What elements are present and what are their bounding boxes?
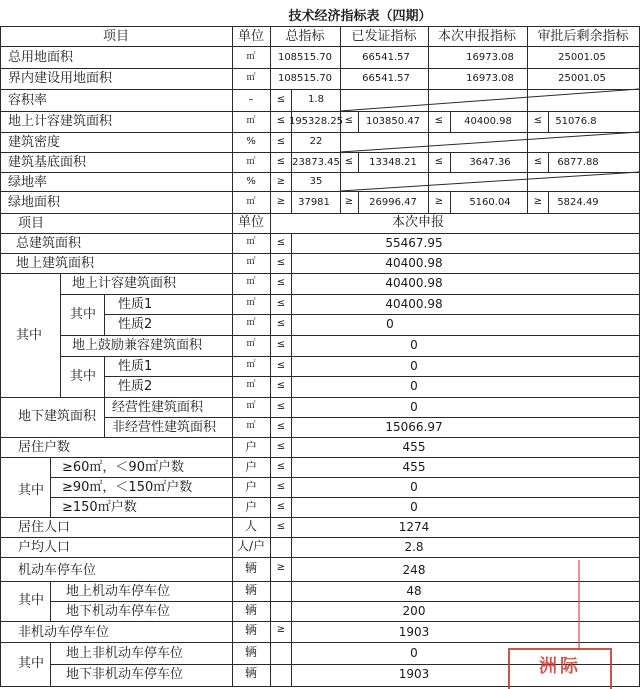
row-op: ≤ xyxy=(276,401,286,412)
row-op: ≤ xyxy=(276,156,286,167)
row-label: 地上计容建筑面积 xyxy=(8,114,113,129)
row-value: 55467.95 xyxy=(385,236,443,250)
group-label-qizhong: 其中 xyxy=(70,369,97,384)
row-value: 455 xyxy=(402,440,426,454)
row-unit: 辆 xyxy=(244,603,258,617)
row-unit: ㎡ xyxy=(246,360,256,370)
row-unit: ㎡ xyxy=(246,73,256,83)
row-value: 40400.98 xyxy=(385,297,443,311)
row-value: 40400.98 xyxy=(385,256,443,270)
group-label-underground: 地下建筑面积 xyxy=(18,409,97,424)
row-op: ≤ xyxy=(276,298,286,309)
row-unit: 人 xyxy=(244,519,258,533)
group-label-qizhong: 其中 xyxy=(70,307,97,322)
row-issued: 13348.21 xyxy=(369,157,417,168)
row-unit: ㎡ xyxy=(246,257,256,267)
row-issued-op: ≤ xyxy=(344,156,354,167)
row-label: 地上机动车停车位 xyxy=(66,584,171,599)
row-current: 16973.08 xyxy=(466,52,514,63)
row-unit: ㎡ xyxy=(246,380,256,390)
row-issued-op: ≥ xyxy=(344,196,354,207)
sheet-title: 技术经济指标表（四期） xyxy=(288,9,432,24)
row-label: 经营性建筑面积 xyxy=(112,400,204,415)
row-value: 248 xyxy=(402,563,426,577)
row-unit: 户 xyxy=(244,460,258,474)
row-label: 地下非机动车停车位 xyxy=(66,667,184,682)
row-op: ≤ xyxy=(276,501,286,512)
row-label: 绿地率 xyxy=(8,175,48,190)
row-op: ≤ xyxy=(276,360,286,371)
row-remaining: 51076.8 xyxy=(555,116,597,127)
row-unit: ㎡ xyxy=(246,401,256,411)
row-op: ≤ xyxy=(276,441,286,452)
row-unit: ㎡ xyxy=(246,237,256,247)
row-remaining-op: ≥ xyxy=(533,196,543,207)
row-op: ≤ xyxy=(276,115,286,126)
row-unit: ㎡ xyxy=(246,277,256,287)
row-label: 居住人口 xyxy=(18,520,71,535)
row-op: ≥ xyxy=(276,562,286,573)
row-unit: 辆 xyxy=(244,666,258,680)
row-issued: 66541.57 xyxy=(362,73,410,84)
row-value: 0 xyxy=(410,646,418,660)
row-issued-op: ≤ xyxy=(344,115,354,126)
row-label: 户均人口 xyxy=(18,540,71,555)
row-value: 200 xyxy=(402,604,426,618)
row-label: 非经营性建筑面积 xyxy=(112,420,217,435)
row-total: 35 xyxy=(309,176,323,187)
row-unit: 户 xyxy=(244,440,258,454)
row-unit: 人/户 xyxy=(236,539,266,553)
row-label: ≥60㎡，＜90㎡户数 xyxy=(62,460,184,475)
row-label: 机动车停车位 xyxy=(18,563,97,578)
row-op: ≤ xyxy=(276,421,286,432)
row-label: 地上非机动车停车位 xyxy=(66,646,184,661)
row-unit: 辆 xyxy=(244,583,258,597)
bottom-header-item: 项目 xyxy=(18,216,45,231)
top-header-current: 本次申报指标 xyxy=(437,29,517,44)
row-total: 1.8 xyxy=(308,94,324,105)
row-unit: ㎡ xyxy=(246,339,256,349)
row-unit: ㎡ xyxy=(246,197,256,207)
row-value: 0 xyxy=(410,379,418,393)
row-label: 非机动车停车位 xyxy=(18,625,110,640)
row-label: 地下机动车停车位 xyxy=(66,604,171,619)
row-value: 1274 xyxy=(398,520,430,534)
row-value: 2.8 xyxy=(404,540,424,554)
row-remaining: 25001.05 xyxy=(558,73,606,84)
row-issued: 26996.47 xyxy=(369,197,417,208)
row-op: ≥ xyxy=(276,176,286,187)
row-value: 40400.98 xyxy=(385,276,443,290)
row-unit: 辆 xyxy=(244,561,258,575)
row-label: 地上计容建筑面积 xyxy=(72,276,177,291)
row-op: ≤ xyxy=(276,318,286,329)
bottom-header-unit: 单位 xyxy=(237,215,265,230)
group-label-qizhong: 其中 xyxy=(16,328,43,343)
row-value: 15066.97 xyxy=(385,420,443,434)
bottom-header-current: 本次申报 xyxy=(391,215,445,230)
row-label: 界内建设用地面积 xyxy=(8,71,113,86)
official-seal xyxy=(508,648,612,689)
group-label-qizhong: 其中 xyxy=(18,483,45,498)
row-label: 总建筑面积 xyxy=(16,236,82,251)
row-label: ≥90㎡，＜150㎡户数 xyxy=(62,480,193,495)
row-value: 0 xyxy=(410,480,418,494)
row-current: 40400.98 xyxy=(464,116,512,127)
row-current: 16973.08 xyxy=(466,73,514,84)
row-total: 108515.70 xyxy=(277,73,333,84)
row-unit: 户 xyxy=(244,500,258,514)
seal-text: 洲际 xyxy=(539,656,581,677)
row-label: 性质1 xyxy=(118,359,153,374)
row-op: ≤ xyxy=(276,257,286,268)
row-current: 5160.04 xyxy=(469,197,511,208)
row-current-op: ≥ xyxy=(434,196,444,207)
row-label: 性质1 xyxy=(118,297,153,312)
row-remaining-op: ≤ xyxy=(533,156,543,167)
row-op: ≤ xyxy=(276,380,286,391)
row-label: 性质2 xyxy=(118,379,153,394)
row-value: 0 xyxy=(410,338,418,352)
row-total: 108515.70 xyxy=(277,52,333,63)
row-op: ≤ xyxy=(276,237,286,248)
group-label-qizhong: 其中 xyxy=(18,656,45,671)
row-remaining: 6877.88 xyxy=(557,157,599,168)
row-op: ≥ xyxy=(276,196,286,207)
row-current-op: ≤ xyxy=(434,156,444,167)
row-op: ≥ xyxy=(276,624,286,635)
row-value: 455 xyxy=(402,460,426,474)
row-value: 1903 xyxy=(398,667,430,681)
row-unit: 辆 xyxy=(244,645,258,659)
row-op: ≤ xyxy=(276,277,286,288)
row-unit: % xyxy=(246,136,256,147)
row-value: 0 xyxy=(410,400,418,414)
row-value: 0 xyxy=(410,500,418,514)
row-value: 48 xyxy=(406,584,422,598)
top-header-total: 总指标 xyxy=(285,29,325,44)
row-unit: 辆 xyxy=(244,623,258,637)
row-label: 容积率 xyxy=(8,93,48,108)
row-op: ≤ xyxy=(276,136,286,147)
row-unit: ㎡ xyxy=(246,116,256,126)
row-current: 3647.36 xyxy=(469,157,511,168)
top-header-remaining: 审批后剩余指标 xyxy=(537,29,629,44)
row-total: 23873.45 xyxy=(292,157,340,168)
row-unit: % xyxy=(246,176,256,187)
row-remaining: 25001.05 xyxy=(558,52,606,63)
row-value: 1903 xyxy=(398,625,430,639)
row-unit: ㎡ xyxy=(246,52,256,62)
row-label: 地上鼓励兼容建筑面积 xyxy=(72,338,203,353)
row-label: ≥150㎡户数 xyxy=(62,500,137,515)
row-op: ≤ xyxy=(276,339,286,350)
top-header-item: 项目 xyxy=(102,29,130,44)
row-label: 居住户数 xyxy=(18,440,71,455)
row-current-op: ≤ xyxy=(434,115,444,126)
row-op: ≤ xyxy=(276,94,286,105)
row-label: 总用地面积 xyxy=(8,50,74,65)
group-label-qizhong: 其中 xyxy=(18,593,45,608)
row-label: 绿地面积 xyxy=(8,195,61,210)
top-header-unit: 单位 xyxy=(237,29,265,44)
seal-edge xyxy=(578,560,580,650)
row-unit: ㎡ xyxy=(246,157,256,167)
row-label: 性质2 xyxy=(118,317,153,332)
top-header-issued: 已发证指标 xyxy=(351,29,417,44)
row-unit: 户 xyxy=(244,480,258,494)
row-issued: 66541.57 xyxy=(362,52,410,63)
row-unit: – xyxy=(248,94,254,105)
row-unit: ㎡ xyxy=(246,298,256,308)
row-value: 0 xyxy=(386,317,394,331)
row-total: 22 xyxy=(309,136,323,147)
row-value: 0 xyxy=(410,359,418,373)
row-remaining-op: ≤ xyxy=(533,115,543,126)
row-total: 195328.25 xyxy=(288,116,344,127)
row-op: ≤ xyxy=(276,481,286,492)
row-op: ≤ xyxy=(276,461,286,472)
row-remaining: 5824.49 xyxy=(557,197,599,208)
row-label: 建筑密度 xyxy=(8,135,61,150)
row-unit: ㎡ xyxy=(246,318,256,328)
row-total: 37981 xyxy=(298,197,330,208)
row-label: 建筑基底面积 xyxy=(8,155,87,170)
row-label: 地上建筑面积 xyxy=(16,256,95,271)
row-issued: 103850.47 xyxy=(365,116,421,127)
row-op: ≤ xyxy=(276,521,286,532)
row-unit: ㎡ xyxy=(246,421,256,431)
